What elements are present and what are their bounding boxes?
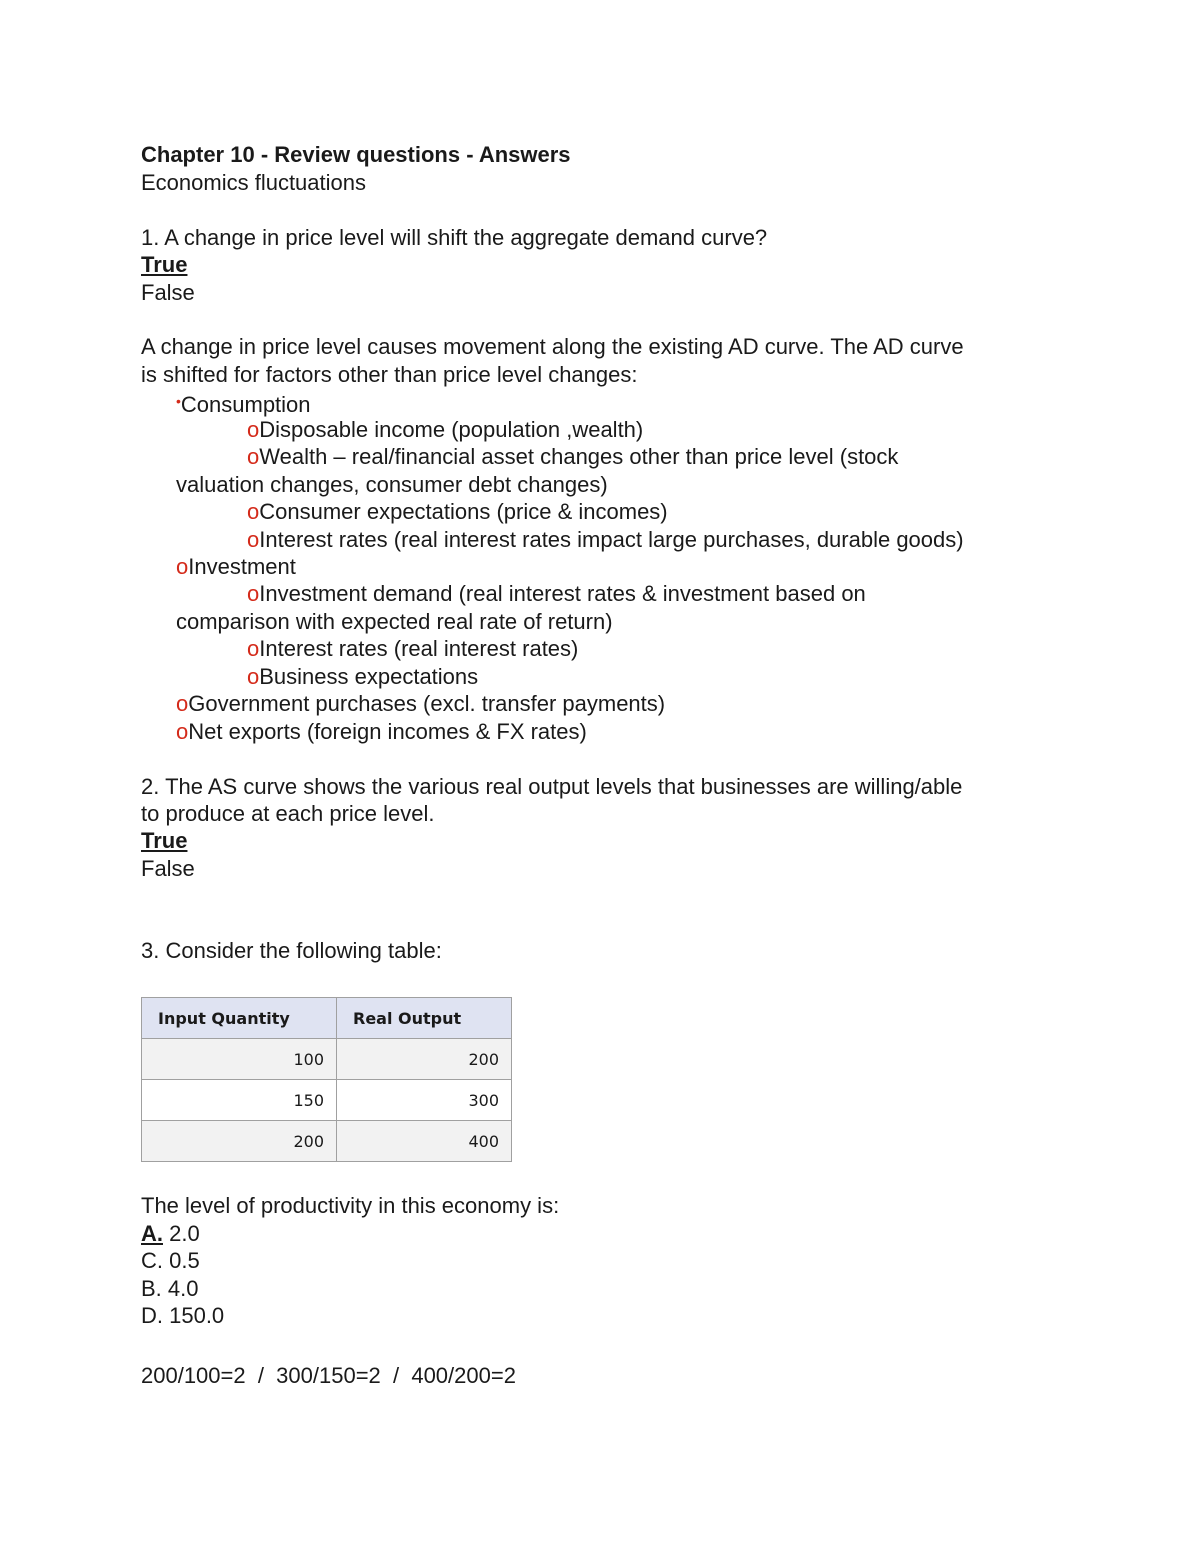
table-cell: 300 xyxy=(337,1080,512,1121)
table-cell: 400 xyxy=(337,1121,512,1162)
table-row xyxy=(142,1121,512,1162)
table-cell: 150 xyxy=(142,1080,337,1121)
list-item: oDisposable income (population ,wealth) xyxy=(247,417,644,442)
q3-option-b xyxy=(141,1275,199,1302)
list-item: oConsumer expectations (price & incomes) xyxy=(247,499,668,524)
sub-bullet-icon: o xyxy=(247,417,260,442)
productivity-table xyxy=(141,997,512,1162)
sub-bullet-icon: o xyxy=(176,719,189,744)
q3-option-a xyxy=(141,1220,200,1247)
list-item-consumption: •Consumption xyxy=(176,392,311,417)
option-text: 0.5 xyxy=(163,1248,200,1273)
option-letter: C. xyxy=(141,1248,163,1273)
list-item: oInterest rates (real interest rates) xyxy=(247,636,579,661)
table-cell: 200 xyxy=(337,1039,512,1080)
sub-bullet-icon: o xyxy=(247,527,260,552)
list-item: oInvestment demand (real interest rates & investment based on xyxy=(247,581,866,606)
option-text: 4.0 xyxy=(161,1276,199,1301)
list-item-government: oGovernment purchases (excl. transfer payments) xyxy=(176,691,666,716)
q2-answer-true: True xyxy=(141,828,188,853)
table-row xyxy=(142,1080,512,1121)
document-subtitle: Economics fluctuations xyxy=(141,170,366,195)
question-3: 3. Consider the following table: xyxy=(141,938,442,963)
option-text: 150.0 xyxy=(163,1303,225,1328)
q1-option-false: False xyxy=(141,280,195,305)
sub-bullet-icon: o xyxy=(176,554,189,579)
sub-bullet-icon: o xyxy=(247,664,260,689)
list-item: oBusiness expectations xyxy=(247,664,479,689)
q1-explanation-line-2: is shifted for factors other than price level changes: xyxy=(141,362,638,387)
table-cell: 100 xyxy=(142,1039,337,1080)
q2-option-false: False xyxy=(141,856,195,881)
q1-explanation-line-1: A change in price level causes movement along the existing AD curve. The AD curve xyxy=(141,334,964,359)
list-item-investment: oInvestment xyxy=(176,554,296,579)
q3-option-d xyxy=(141,1302,224,1329)
sub-bullet-icon: o xyxy=(247,581,260,606)
table-cell: 200 xyxy=(142,1121,337,1162)
q3-prompt: The level of productivity in this economy is: xyxy=(141,1193,560,1218)
list-item: oInterest rates (real interest rates impact large purchases, durable goods) xyxy=(247,527,964,552)
q3-calculation: 200/100=2 / 300/150=2 / 400/200=2 xyxy=(141,1363,516,1388)
question-2-line-2: to produce at each price level. xyxy=(141,801,435,826)
list-item: oWealth – real/financial asset changes other than price level (stock xyxy=(247,444,899,469)
q3-option-c xyxy=(141,1247,200,1274)
option-text: 2.0 xyxy=(163,1221,200,1246)
option-letter: A. xyxy=(141,1221,163,1246)
sub-bullet-icon: o xyxy=(247,636,260,661)
column-header-real-output: Real Output xyxy=(337,998,512,1039)
sub-bullet-icon: o xyxy=(247,444,260,469)
sub-bullet-icon: o xyxy=(176,691,189,716)
option-letter: D. xyxy=(141,1303,163,1328)
option-letter: B. xyxy=(141,1276,162,1301)
sub-bullet-icon: o xyxy=(247,499,260,524)
column-header-input-quantity: Input Quantity xyxy=(142,998,337,1039)
list-item-continuation: comparison with expected real rate of return) xyxy=(176,609,613,634)
table-row xyxy=(142,1039,512,1080)
q1-answer-true: True xyxy=(141,252,188,277)
bullet-icon: • xyxy=(176,393,181,409)
table-header-row xyxy=(142,998,512,1039)
question-2-line-1: 2. The AS curve shows the various real output levels that businesses are willing/able xyxy=(141,774,963,799)
document-title: Chapter 10 - Review questions - Answers xyxy=(141,142,571,167)
question-1: 1. A change in price level will shift the aggregate demand curve? xyxy=(141,225,768,250)
list-item-continuation: valuation changes, consumer debt changes) xyxy=(176,472,608,497)
list-item-net-exports: oNet exports (foreign incomes & FX rates) xyxy=(176,719,587,744)
